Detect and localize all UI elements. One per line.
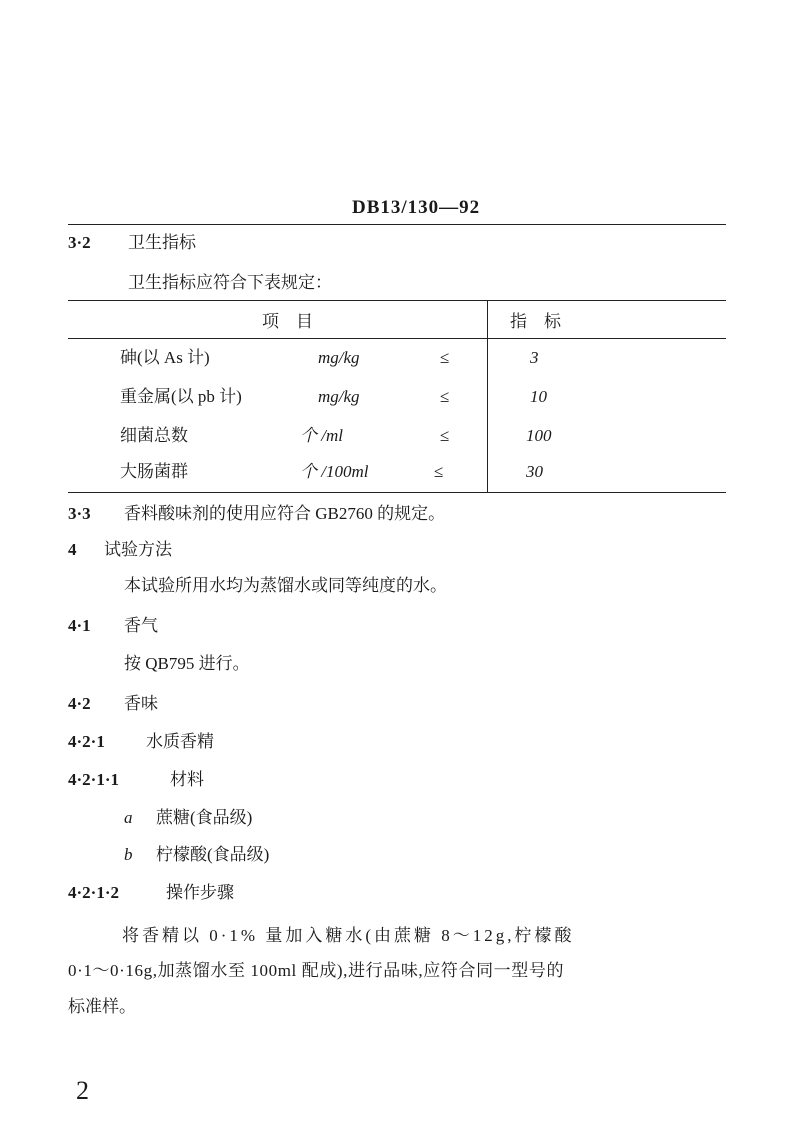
row-unit: mg/kg	[318, 387, 360, 406]
section-4-1-number: 4·1	[68, 616, 91, 635]
row-operator: ≤	[440, 348, 450, 367]
header-rule	[68, 224, 726, 225]
section-4-2-1-title: 水质香精	[146, 732, 214, 751]
section-3-2-title: 卫生指标	[128, 233, 196, 252]
table-header-value: 指 标	[510, 312, 561, 331]
procedure-line-3: 标准样。	[68, 997, 136, 1016]
section-4-1-text: 按 QB795 进行。	[124, 654, 250, 673]
table-header-item: 项 目	[262, 312, 313, 331]
row-item: 砷(以 As 计)	[120, 348, 210, 367]
list-item: 柠檬酸(食品级)	[156, 845, 270, 864]
section-3-2-intro: 卫生指标应符合下表规定：	[128, 273, 332, 292]
row-value: 10	[530, 387, 547, 406]
section-3-3-number: 3·3	[68, 504, 91, 523]
section-4-2-title: 香味	[124, 694, 158, 713]
page-number: 2	[76, 1076, 89, 1105]
list-item-label: b	[124, 845, 133, 864]
section-4-2-number: 4·2	[68, 694, 91, 713]
list-item-label: a	[124, 808, 133, 827]
section-3-2-number: 3·2	[68, 233, 91, 252]
row-item: 大肠菌群	[120, 462, 188, 481]
procedure-line-2: 0·1～0·16g,加蒸馏水至 100ml 配成),进行品味,应符合同一型号的	[68, 961, 565, 980]
row-unit: 个 /ml	[300, 426, 343, 445]
procedure-line-1: 将香精以 0·1% 量加入糖水(由蔗糖 8～12g,柠檬酸	[122, 926, 575, 945]
section-4-2-1-1-title: 材料	[170, 770, 204, 789]
section-4-1-title: 香气	[124, 616, 158, 635]
table-header-rule	[68, 338, 726, 339]
section-4-2-1-number: 4·2·1	[68, 732, 105, 751]
row-value: 30	[526, 462, 543, 481]
table-top-rule	[68, 300, 726, 301]
row-value: 100	[526, 426, 552, 445]
section-4-2-1-2-number: 4·2·1·2	[68, 883, 120, 902]
row-unit: mg/kg	[318, 348, 360, 367]
list-item: 蔗糖(食品级)	[156, 808, 253, 827]
section-4-2-1-2-title: 操作步骤	[166, 883, 234, 902]
row-value: 3	[530, 348, 539, 367]
table-bottom-rule	[68, 492, 726, 493]
row-item: 重金属(以 pb 计)	[120, 387, 242, 406]
section-4-number: 4	[68, 540, 77, 559]
section-4-text: 本试验所用水均为蒸馏水或同等纯度的水。	[124, 576, 447, 595]
row-item: 细菌总数	[120, 426, 188, 445]
table-column-divider	[487, 300, 488, 492]
row-operator: ≤	[440, 387, 450, 406]
section-4-2-1-1-number: 4·2·1·1	[68, 770, 120, 789]
section-4-title: 试验方法	[104, 540, 172, 559]
section-3-3-text: 香料酸味剂的使用应符合 GB2760 的规定。	[124, 504, 446, 523]
row-operator: ≤	[434, 462, 444, 481]
row-unit: 个 /100ml	[300, 462, 369, 481]
document-code: DB13/130—92	[352, 197, 481, 218]
row-operator: ≤	[440, 426, 450, 445]
